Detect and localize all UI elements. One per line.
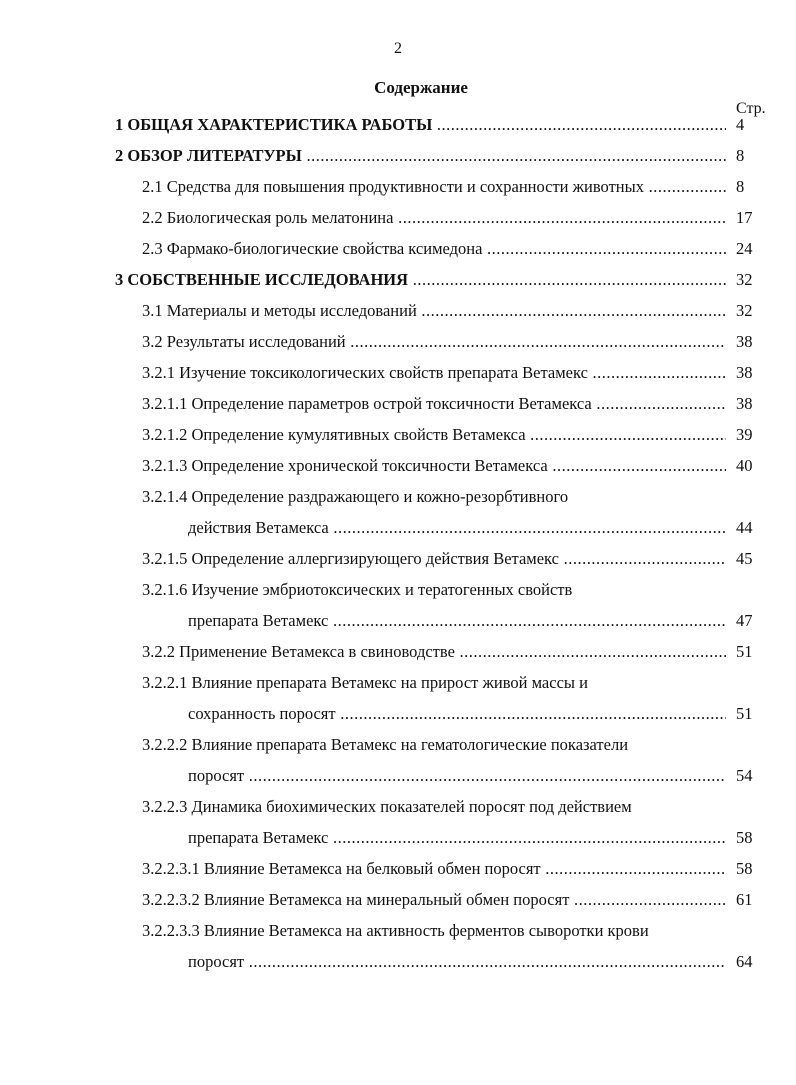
toc-entry-title: 2.1 Средства для повышения продуктивности и сохранности животных ..... (142, 177, 726, 197)
toc-entry-page: 58 (736, 859, 753, 878)
toc-entry-page: 51 (736, 704, 753, 723)
toc-entry-title-line1: 3.2.1.6 Изучение эмбриотоксических и тератогенных свойств (142, 580, 573, 599)
toc-entry[interactable] (0, 234, 796, 265)
toc-entry-page: 4 (736, 115, 745, 134)
toc-entry-page: 54 (736, 766, 753, 785)
toc-entry[interactable] (0, 637, 796, 668)
toc-entry-first-line (0, 916, 796, 947)
toc-entry[interactable] (0, 141, 796, 172)
toc-entry-page: 39 (736, 425, 753, 444)
toc-entry-title: 2.3 Фармако-биологические свойства ксимедона ..... (142, 239, 726, 259)
toc-entry-title: 1 ОБЩАЯ ХАРАКТЕРИСТИКА РАБОТЫ ..... (115, 115, 726, 135)
toc-entry-title: 3.2.2 Применение Ветамекса в свиноводстве ..... (142, 642, 726, 662)
toc-entry-page: 8 (736, 177, 745, 196)
toc-entry-page: 38 (736, 394, 753, 413)
toc-entry[interactable] (0, 172, 796, 203)
toc-entry-title: 2.2 Биологическая роль мелатонина ..... (142, 208, 726, 228)
toc-entry[interactable] (0, 389, 796, 420)
toc-entry-title-line1: 3.2.2.3.3 Влияние Ветамекса на активность ферментов сыворотки крови (142, 921, 649, 940)
toc-entry[interactable] (0, 327, 796, 358)
toc-entry[interactable] (0, 854, 796, 885)
toc-entry-title: 3.2.1.2 Определение кумулятивных свойств Ветамекса ..... (142, 425, 726, 445)
toc-entry[interactable] (0, 947, 796, 978)
toc-entry[interactable] (0, 420, 796, 451)
toc-entry[interactable] (0, 265, 796, 296)
toc-entry[interactable] (0, 451, 796, 482)
toc-entry-title: поросят ..... (188, 766, 726, 786)
toc-entry-page: 40 (736, 456, 753, 475)
toc-entry-page: 38 (736, 332, 753, 351)
toc-entry[interactable] (0, 110, 796, 141)
toc-entry-first-line (0, 575, 796, 606)
toc-entry-title: сохранность поросят ..... (188, 704, 726, 724)
toc-entry-first-line (0, 730, 796, 761)
toc-entry[interactable] (0, 296, 796, 327)
toc-entry-first-line (0, 668, 796, 699)
toc-entry-page: 8 (736, 146, 745, 165)
toc-entry[interactable] (0, 358, 796, 389)
page-column-label: Стр. (736, 100, 766, 117)
toc-entry-page: 51 (736, 642, 753, 661)
toc-entry-page: 58 (736, 828, 753, 847)
toc-entry-page: 64 (736, 952, 753, 971)
toc-entry-title: 3.2.2.3.1 Влияние Ветамекса на белковый обмен поросят ..... (142, 859, 726, 879)
toc-entry-title-line1: 3.2.2.2 Влияние препарата Ветамекс на гематологические показатели (142, 735, 629, 754)
toc-entry-title: 3.2.1.1 Определение параметров острой токсичности Ветамекса ..... (142, 394, 726, 414)
page-number: 2 (394, 40, 402, 57)
toc-entry-page: 47 (736, 611, 753, 630)
toc-entry[interactable] (0, 606, 796, 637)
toc-entry-title: поросят ..... (188, 952, 726, 972)
toc-entry-title: 3.2.1.5 Определение аллергизирующего действия Ветамекс ..... (142, 549, 726, 569)
toc-entry-title: препарата Ветамекс ..... (188, 828, 726, 848)
toc-entry-title: препарата Ветамекс ..... (188, 611, 726, 631)
toc-entry-title: 3.1 Материалы и методы исследований ..... (142, 301, 726, 321)
toc-entry-page: 32 (736, 301, 753, 320)
toc-entry-page: 24 (736, 239, 753, 258)
toc-entry-page: 45 (736, 549, 753, 568)
toc-entry-first-line (0, 792, 796, 823)
toc-entry-page: 32 (736, 270, 753, 289)
toc-entry-title: действия Ветамекса ..... (188, 518, 726, 538)
toc-entry-title: 3.2.1 Изучение токсикологических свойств препарата Ветамекс ..... (142, 363, 726, 383)
toc-entry-title: 2 ОБЗОР ЛИТЕРАТУРЫ ..... (115, 146, 726, 166)
toc-entry-page: 17 (736, 208, 753, 227)
toc-entry[interactable] (0, 203, 796, 234)
toc-entry-title: 3.2.2.3.2 Влияние Ветамекса на минеральный обмен поросят ..... (142, 890, 726, 910)
toc-entry-title-line1: 3.2.2.3 Динамика биохимических показателей поросят под действием (142, 797, 632, 816)
toc-title: Содержание (374, 78, 468, 97)
toc-entry-title: 3.2 Результаты исследований ..... (142, 332, 726, 352)
toc-entry-page: 38 (736, 363, 753, 382)
toc-entry-title: 3 СОБСТВЕННЫЕ ИССЛЕДОВАНИЯ ..... (115, 270, 726, 290)
toc-entry-page: 44 (736, 518, 753, 537)
toc-entry[interactable] (0, 513, 796, 544)
toc-entry[interactable] (0, 699, 796, 730)
toc-entry-title: 3.2.1.3 Определение хронической токсичности Ветамекса ..... (142, 456, 726, 476)
toc-entry[interactable] (0, 761, 796, 792)
toc-entry-title-line1: 3.2.1.4 Определение раздражающего и кожно-резорбтивного (142, 487, 569, 506)
toc-entry[interactable] (0, 823, 796, 854)
toc-entry-first-line (0, 482, 796, 513)
toc-entry-page: 61 (736, 890, 753, 909)
toc-entry[interactable] (0, 544, 796, 575)
toc-entry[interactable] (0, 885, 796, 916)
toc-entry-title-line1: 3.2.2.1 Влияние препарата Ветамекс на прирост живой массы и (142, 673, 588, 692)
